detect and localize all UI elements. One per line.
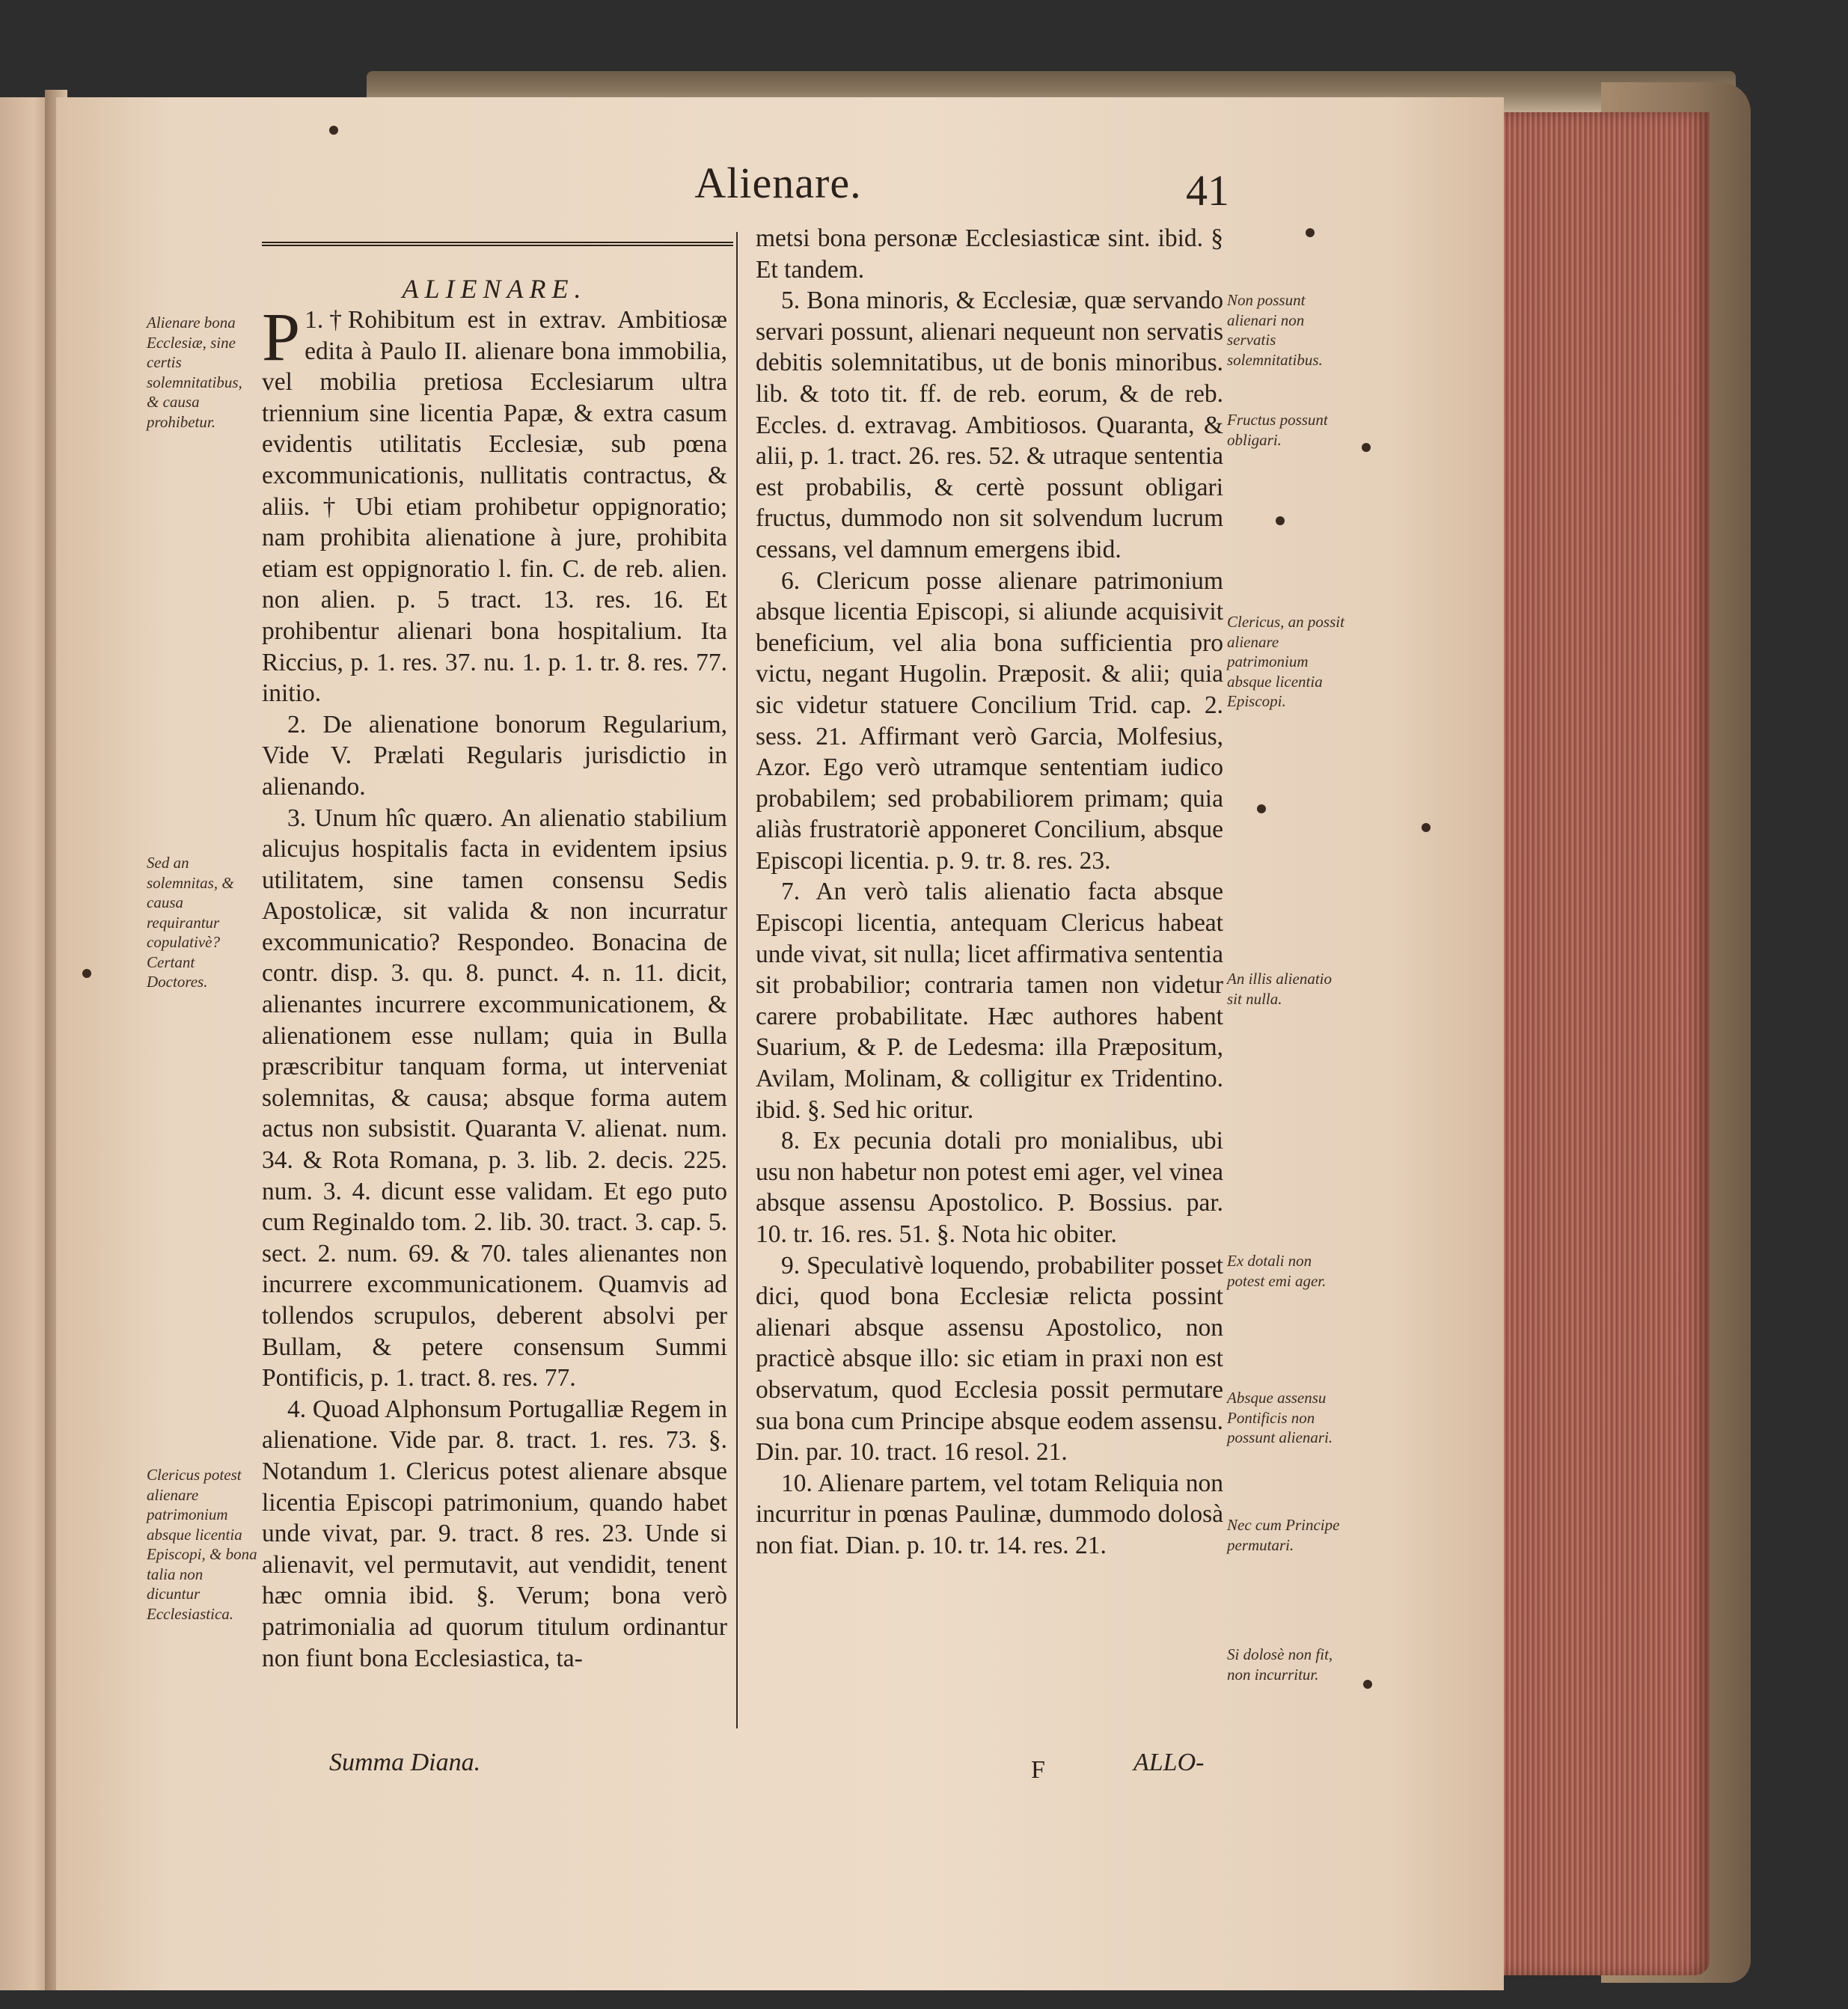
margin-note-right-3: Clericus, an possit alienare patrimonium absque licentia Episcopi. xyxy=(1227,613,1344,710)
worm-hole xyxy=(82,969,91,978)
paragraph-1 xyxy=(262,299,728,709)
paragraph-5: 5. Bona minoris, & Ecclesiæ, quæ servando servari possunt, alienari nequeunt non servatis debitis solemnitatibus, ut de bonis minoribus. lib. & toto tit. ff. de reb. eorum, & de reb. Eccles. d. extravag. Ambitiosos. Quaranta, & alii, p. 1. tract. 26. res. 52. & utraque sententia est probabilis, & certè possunt obligari fructus, dummodo non sit solvendum lucrum cessans, vel damnum emergens ibid. xyxy=(756,287,1223,563)
paragraph-8: 8. Ex pecunia dotali pro monialibus, ubi usu non habetur non potest emi ager, vel vinea absque assensu Apostolico. P. Bossius. par. 10. tr. 16. res. 51. §. Nota hic obiter. xyxy=(756,1127,1223,1248)
worm-hole xyxy=(1257,804,1266,813)
worm-hole xyxy=(1362,443,1371,452)
right-catchword: ALLO- xyxy=(1133,1749,1205,1776)
margin-note-left-1: Alienare bona Ecclesiæ, sine certis solemnitatibus, & causa prohibetur. xyxy=(147,314,242,431)
paragraph-3: 3. Unum hîc quæro. An alienatio stabilium alicujus hospitalis facta in evidentem ipsius utilitatem, sine tamen consensu Sedis Apostolicæ, sit valida & non incurratur excommunicatio? Respondeo. Bonacina de contr. disp. 3. qu. 8. punct. 4. n. 11. dicit, alienantes incurrere excommunicationem, & alienationem esse nullam; quia in Bulla præscribitur tanquam forma, ut interveniat solemnitas, & causa; absque forma autem actus non subsistit. Quaranta V. alienat. num. 34. & Rota Romana, p. 3. lib. 2. decis. 225. num. 3. 4. dicunt esse validam. Et ego puto cum Reginaldo tom. 2. lib. 30. tract. 3. cap. 5. sect. 2. num. 69. & 70. tales alienantes non incurrere excommunicationem. Quamvis ad tollendos scrupulos, deberent absolvi per Bullam, & petere consensum Summi Pontificis, p. 1. tract. 8. res. 77. xyxy=(262,804,727,1392)
worm-hole xyxy=(1276,516,1285,525)
margin-note-right-6: Absque assensu Pontificis non possunt alienari. xyxy=(1227,1389,1333,1446)
paragraph-10: 10. Alienare partem, vel totam Reliquia non incurritur in pœnas Paulinæ, dummodo dolosà non fiat. Dian. p. 10. tr. 14. res. 21. xyxy=(756,1469,1223,1559)
header-rule xyxy=(262,242,733,246)
paragraph-6: 6. Clericum posse alienare patrimonium absque licentia Episcopi, si aliunde acquisivit beneficium, vel alia bona sufficientia pro victu, negant Hugolin. Præposit. & alii; quia sic videtur statuere Concilium Trid. cap. 2. sess. 21. Affirmant verò Garcia, Molfesius, Azor. Ego verò utramque sententiam iudico probabilem; sed probabiliorem primam; quia aliàs frustratoriè apponeret Concilium, absque Episcopi licentia. p. 9. tr. 8. res. 23. xyxy=(756,566,1223,875)
margin-note-right-7: Nec cum Principe permutari. xyxy=(1227,1516,1340,1554)
worm-hole xyxy=(1306,228,1315,237)
paragraph-4: 4. Quoad Alphonsum Portugalliæ Regem in alienatione. Vide par. 8. tract. 1. res. 73. §. Notandum 1. Clericus potest alienare absque licentia Episcopi patrimonium, quando habet unde vivat, par. 9. tract. 8 res. 23. Unde si alienavit, vel permutavit, aut vendidit, tenent hæc omnia ibid. §. Verum; bona verò patrimonialia ad quorum titulum ordinantur non fiunt bona Ecclesiastica, ta- xyxy=(262,1395,727,1672)
worm-hole xyxy=(1363,1680,1372,1689)
right-column xyxy=(756,223,1223,1562)
worm-hole xyxy=(329,126,338,135)
section-title: ALIENARE. xyxy=(402,274,587,304)
margin-note-left-2: Sed an solemnitas, & causa requirantur copulativè? Certant Doctores. xyxy=(147,854,234,991)
red-page-edges xyxy=(1485,112,1710,1975)
paragraph-1-number: 1.† xyxy=(305,306,348,334)
paragraph-7: 7. An verò talis alienatio facta absque Episcopi licentia, antequam Clericus habeat unde vivat, sit nulla; licet affirmativa sententia sit probabilior; contraria tamen non videtur carere probabilitate. Hæc authores habent Suarium, & P. de Ledesma: illa Præpositum, Avilam, Molinam, & colligitur ex Tridentino. ibid. §. Sed hic oritur. xyxy=(756,878,1223,1124)
left-column xyxy=(262,273,727,1674)
worm-hole xyxy=(1422,823,1431,832)
running-head: Alienare. xyxy=(694,159,862,207)
margin-note-right-5: Ex dotali non potest emi ager. xyxy=(1227,1252,1327,1290)
margin-note-left-3: Clericus potest alienare patrimonium absque licentia Episcopi, & bona talia non dicuntur Ecclesiastica. xyxy=(147,1466,257,1623)
paragraph-4-continued: metsi bona personæ Ecclesiasticæ sint. ibid. § Et tandem. xyxy=(756,224,1223,284)
page-number: 41 xyxy=(1186,166,1229,215)
signature-mark: F xyxy=(1031,1756,1045,1784)
margin-note-right-8: Si dolosè non fit, non incurritur. xyxy=(1227,1645,1333,1684)
margin-note-right-2: Fructus possunt obligari. xyxy=(1227,411,1328,449)
margin-note-right-1: Non possunt alienari non servatis solemnitatibus. xyxy=(1227,291,1323,369)
paragraph-2: 2. De alienatione bonorum Regularium, Vide V. Prælati Regularis jurisdictio in alienando. xyxy=(262,710,727,801)
left-catchword: Summa Diana. xyxy=(329,1749,481,1776)
drop-cap: P xyxy=(262,299,301,375)
paragraph-9: 9. Speculativè loquendo, probabiliter posset dici, quod bona Ecclesiæ relicta possint alienari absque assensu Apostolico, non practicè absque illo: sic etiam in praxi non est observatum, quod Ecclesia possit permutare sua bona cum Principe absque eodem assensu. Din. par. 10. tract. 16 resol. 21. xyxy=(756,1251,1223,1467)
column-divider xyxy=(736,232,738,1728)
paragraph-1-text: Rohibitum est in extrav. Ambitiosæ edita à Paulo II. alienare bona immobilia, vel mobilia pretiosa Ecclesiarum ultra triennium sine licentia Papæ, & extra casum evidentis utilitatis Ecclesiæ, sub pœna excommunicationis, nullitatis contractus, & aliis. † Ubi etiam prohibetur oppignoratio; nam prohibita alienatione à jure, prohibita etiam est oppignoratio l. fin. C. de reb. alien. non alien. p. 5 tract. 13. res. 16. Et prohibentur alienari bona hospitalium. Ita Riccius, p. 1. res. 37. nu. 1. p. 1. tr. 8. res. 77. initio. xyxy=(262,306,728,708)
margin-note-right-4: An illis alienatio sit nulla. xyxy=(1227,970,1332,1008)
